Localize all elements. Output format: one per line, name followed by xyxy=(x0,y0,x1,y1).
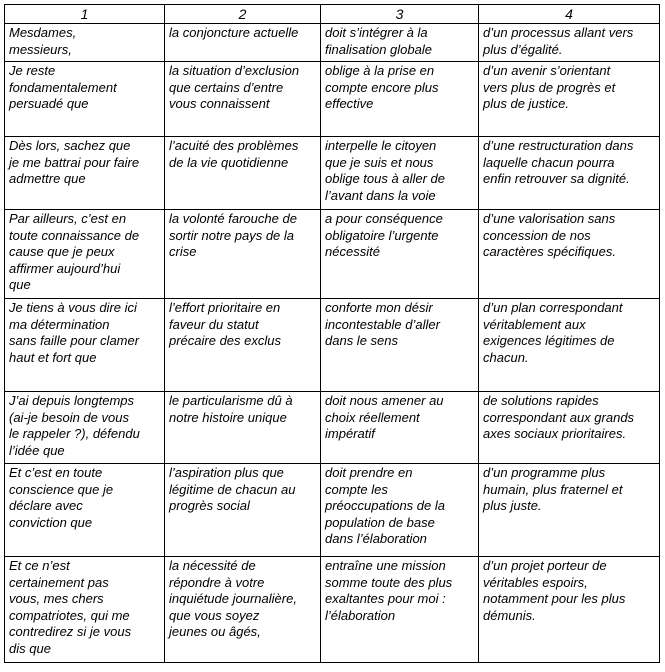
document xyxy=(4,4,660,663)
table-cell: d’un programme plus humain, plus fraternel et plus juste. xyxy=(479,464,660,557)
column-header-4: 4 xyxy=(479,5,660,24)
table-cell: a pour conséquence obligatoire l’urgente nécessité xyxy=(321,210,479,299)
table-cell: d’un avenir s’orientant vers plus de progrès et plus de justice. xyxy=(479,62,660,137)
table-cell: J’ai depuis longtemps (ai-je besoin de vous le rappeler ?), défendu l’idée que xyxy=(5,392,165,464)
table-cell: la conjoncture actuelle xyxy=(165,24,321,62)
table-cell: Et ce n’est certainement pas vous, mes chers compatriotes, qui me contredirez si je vous dis que xyxy=(5,557,165,663)
table-cell: Et c’est en toute conscience que je déclare avec conviction que xyxy=(5,464,165,557)
table-row xyxy=(5,464,660,557)
table-cell: d’une valorisation sans concession de nos caractères spécifiques. xyxy=(479,210,660,299)
table-cell: la situation d’exclusion que certains d’entre vous connaissent xyxy=(165,62,321,137)
table-cell: d’un projet porteur de véritables espoirs, notamment pour les plus démunis. xyxy=(479,557,660,663)
table-cell: la volonté farouche de sortir notre pays de la crise xyxy=(165,210,321,299)
table-cell: Je tiens à vous dire ici ma détermination sans faille pour clamer haut et fort que xyxy=(5,299,165,392)
column-header-1: 1 xyxy=(5,5,165,24)
table-cell: d’un processus allant vers plus d’égalité. xyxy=(479,24,660,62)
table-cell: Par ailleurs, c’est en toute connaissance de cause que je peux affirmer aujourd’hui que xyxy=(5,210,165,299)
table-cell: doit s’intégrer à la finalisation globale xyxy=(321,24,479,62)
table-cell: doit prendre en compte les préoccupations de la population de base dans l’élaboration xyxy=(321,464,479,557)
table-cell: l’acuité des problèmes de la vie quotidienne xyxy=(165,137,321,210)
table-row xyxy=(5,392,660,464)
table-row xyxy=(5,210,660,299)
table-row xyxy=(5,24,660,62)
table-row xyxy=(5,557,660,663)
table-cell: Dès lors, sachez que je me battrai pour faire admettre que xyxy=(5,137,165,210)
header-row xyxy=(5,5,660,24)
table-cell: l’aspiration plus que légitime de chacun au progrès social xyxy=(165,464,321,557)
table-cell: de solutions rapides correspondant aux grands axes sociaux prioritaires. xyxy=(479,392,660,464)
column-header-2: 2 xyxy=(165,5,321,24)
table-cell: d’une restructuration dans laquelle chacun pourra enfin retrouver sa dignité. xyxy=(479,137,660,210)
table-cell: Mesdames, messieurs, xyxy=(5,24,165,62)
table-cell: la nécessité de répondre à votre inquiétude journalière, que vous soyez jeunes ou âgés, xyxy=(165,557,321,663)
table-cell: doit nous amener au choix réellement impératif xyxy=(321,392,479,464)
table-cell: interpelle le citoyen que je suis et nous oblige tous à aller de l’avant dans la voie xyxy=(321,137,479,210)
table-row xyxy=(5,299,660,392)
table-cell: Je reste fondamentalement persuadé que xyxy=(5,62,165,137)
table-cell: le particularisme dû à notre histoire unique xyxy=(165,392,321,464)
table-cell: d’un plan correspondant véritablement aux exigences légitimes de chacun. xyxy=(479,299,660,392)
table-cell: oblige à la prise en compte encore plus effective xyxy=(321,62,479,137)
phrase-table xyxy=(4,4,660,663)
table-cell: entraîne une mission somme toute des plus exaltantes pour moi : l’élaboration xyxy=(321,557,479,663)
column-header-3: 3 xyxy=(321,5,479,24)
table-row xyxy=(5,62,660,137)
table-cell: conforte mon désir incontestable d’aller dans le sens xyxy=(321,299,479,392)
table-cell: l’effort prioritaire en faveur du statut précaire des exclus xyxy=(165,299,321,392)
table-row xyxy=(5,137,660,210)
